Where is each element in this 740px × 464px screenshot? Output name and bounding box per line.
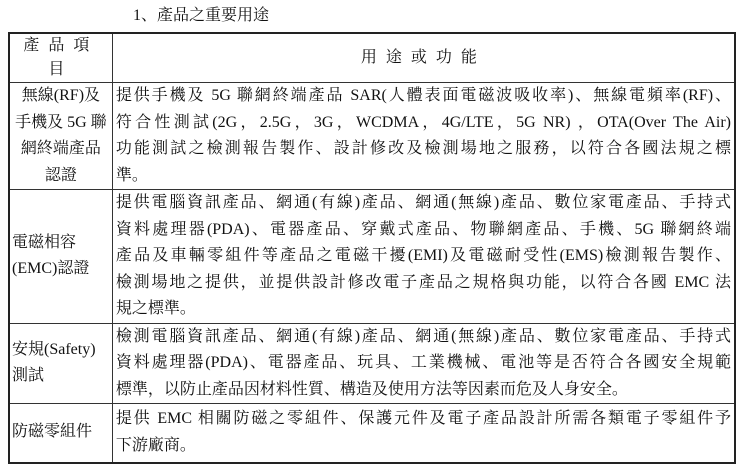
table-header-row — [9, 33, 735, 83]
item-line: 安規(Safety) — [12, 340, 96, 358]
product-item-cell — [9, 323, 112, 404]
item-line: (EMC)認證 — [12, 260, 90, 278]
product-usage-table — [8, 32, 736, 464]
item-line: 認證 — [44, 166, 77, 184]
desc-line: 檢測電腦資訊產品、網通(有線)產品、網通(無線)產品、數位家電產品、手持式 — [115, 327, 731, 345]
section-title: 1、產品之重要用途 — [133, 7, 270, 24]
desc-line: 提供電腦資訊產品、網通(有線)產品、網通(無線)產品、數位家電產品、手持式 — [115, 194, 731, 211]
desc-line: 功能測試之檢測報告製作、設計修改及檢測場地之服務，以符合各國法規之標 — [115, 140, 731, 157]
item-line: 無線(RF)及 — [21, 87, 101, 104]
desc-line: 檢測場地之提供，並提供設計修改電子產品之規格與功能，以符合各國 EMC 法 — [115, 273, 731, 291]
header-usage-function: 用途或功能 — [112, 33, 735, 83]
usage-cell — [112, 190, 735, 324]
table-row — [9, 323, 735, 404]
item-line: 網終端產品 — [20, 140, 101, 157]
product-item-cell — [9, 404, 112, 464]
desc-line: 資料處理器(PDA)、電器產品、玩具、工業機械、電池等是否符合各國安全規範 — [115, 354, 731, 371]
table-row — [9, 83, 735, 190]
usage-cell — [112, 323, 735, 404]
desc-line: 資料處理器(PDA)、電器產品、穿戴式產品、物聯網產品、手機、5G 聯網終端 — [115, 220, 731, 238]
item-line: 測試 — [12, 367, 45, 385]
desc-line: 規之標準。 — [115, 300, 196, 317]
desc-line: 提供手機及 5G 聯網終端產品 SAR(人體表面電磁波吸收率)、無線電頻率(RF)、 — [115, 87, 731, 104]
desc-line: 符合性測試(2G，2.5G，3G，WCDMA，4G/LTE，5G NR) ，OTA(Over The Air) — [115, 113, 731, 131]
desc-line: 準。 — [115, 166, 148, 184]
desc-line: 下游廠商。 — [115, 436, 196, 454]
item-line: 防磁零組件 — [12, 423, 93, 441]
desc-line: 提供 EMC 相關防磁之零組件、保護元件及電子產品設計所需各類電子零組件予 — [115, 410, 731, 427]
item-line: 電磁相容 — [12, 233, 77, 251]
usage-cell — [112, 83, 735, 190]
usage-cell — [112, 404, 735, 464]
product-item-cell — [9, 83, 112, 190]
desc-line: 產品及車輛零組件等產品之電磁干擾(EMI)及電磁耐受性(EMS)檢測報告製作、 — [115, 247, 731, 264]
header-product-item: 產品項目 — [9, 33, 112, 83]
item-line: 手機及 5G 聯 — [15, 113, 107, 131]
table-row — [9, 404, 735, 464]
desc-line: 標準，以防止產品因材料性質、構造及使用方法等因素而危及人身安全。 — [115, 380, 628, 398]
product-item-cell — [9, 190, 112, 324]
table-row — [9, 190, 735, 324]
